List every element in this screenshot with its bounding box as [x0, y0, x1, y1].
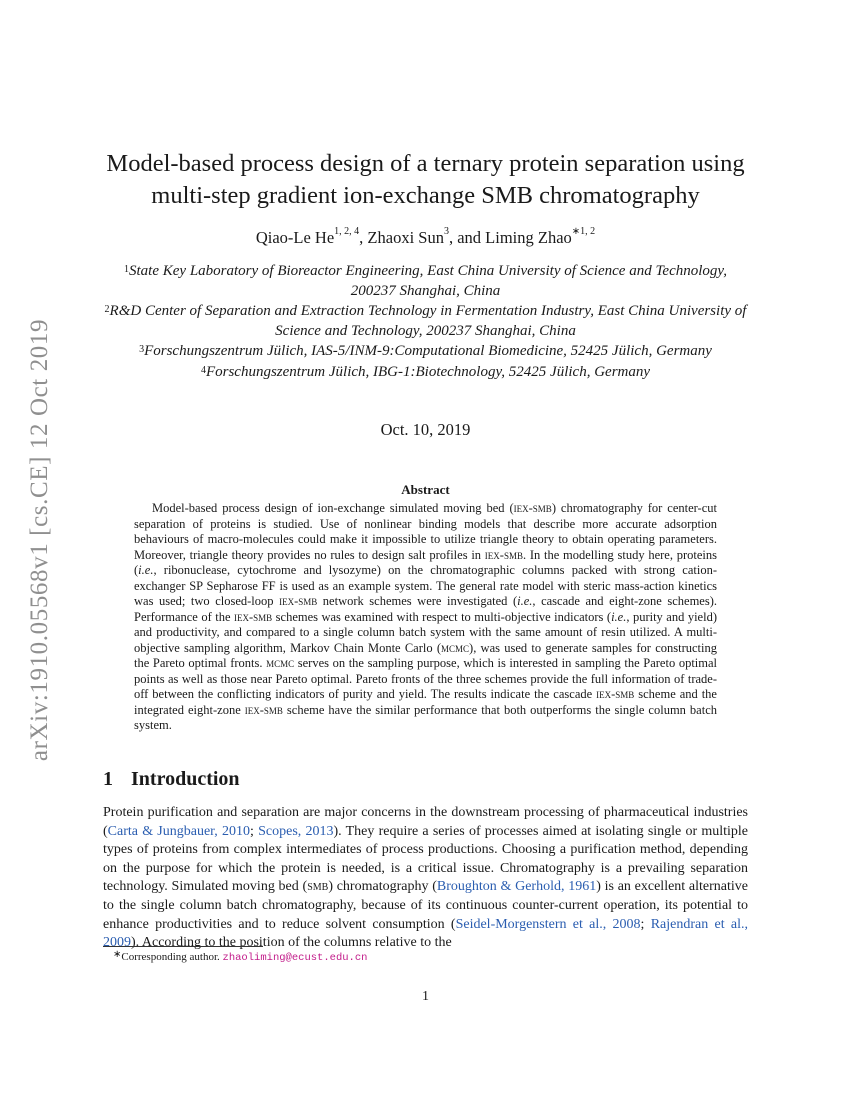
footnote-label: Corresponding author. [121, 951, 223, 963]
abstract-heading: Abstract [401, 482, 450, 497]
arxiv-id-text: arXiv:1910.05568v1 [cs.CE] 12 Oct 2019 [26, 318, 53, 762]
italic-abbrev: i.e. [611, 609, 627, 624]
author-name: Liming Zhao [485, 228, 572, 247]
acronym: smb [307, 879, 329, 895]
author-separator: , [359, 228, 368, 247]
acronym: iex-smb [596, 687, 635, 701]
intro-text: ; [250, 823, 259, 839]
paper-date: Oct. 10, 2019 [380, 420, 471, 439]
intro-text: ) chromatography ( [328, 879, 437, 895]
section-heading-introduction [103, 768, 240, 791]
affiliation-item [103, 363, 748, 383]
citation-link[interactable]: Carta & Jungbauer, 2010 [107, 823, 250, 839]
intro-text: ) is an excellent alternative to the single column batch chromatography, because of its continuous counter-current operation, its potential to enhance productivities and to reduce solvent consumption ( [103, 879, 748, 932]
affiliation-item [103, 342, 748, 362]
author-email-link[interactable]: zhaoliming@ecust.edu.cn [222, 952, 368, 964]
citation-link[interactable]: Seidel-Morgenstern et al., 2008 [455, 916, 641, 932]
italic-abbrev: i.e. [517, 594, 533, 608]
abstract-text: schemes was examined with respect to multi-objective indicators ( [272, 609, 612, 624]
introduction-paragraph [103, 804, 748, 953]
citation-link[interactable]: Rajendran et al., 2009 [103, 916, 748, 951]
author-separator: , and [448, 228, 486, 247]
author-affil-sup: ∗1, 2 [571, 226, 596, 237]
abstract-text: ), was used to generate samples for constructing the Pareto optimal fronts. [134, 640, 717, 670]
arxiv-identifier-stamp [20, 285, 60, 795]
abstract-text: scheme have the similar performance that both outperforms the single column batch system. [134, 702, 717, 732]
affiliation-number: 3 [139, 344, 145, 355]
affiliation-number: 2 [104, 304, 110, 315]
abstract-text: scheme and the integrated eight-zone [134, 687, 717, 717]
citation-link[interactable]: Broughton & Gerhold, 1961 [436, 879, 597, 895]
acronym: iex-smb [513, 501, 552, 515]
intro-text: ; [640, 916, 651, 932]
affiliation-text: R&D Center of Separation and Extraction Technology in Fermentation Industry, East China University of Science and Technology, 200237 Shanghai, China [109, 303, 747, 339]
intro-text: ). According to the position of the columns relative to the [131, 935, 452, 951]
footnote-marker: ∗ [113, 949, 122, 960]
intro-text: ). They require a series of processes aimed at isolating single or multiple types of proteins from complex intermediates of process productions. Choosing a purification method, depending on the purpose for which the protein is needed, is a critical issue. Chromatography is a prevailing separation technology. Simulated moving bed ( [103, 823, 749, 895]
author-affil-sup: 1, 2, 4 [334, 226, 360, 237]
affiliation-item [103, 262, 748, 301]
affiliation-text: Forschungszentrum Jülich, IBG-1:Biotechnology, 52425 Jülich, Germany [205, 363, 651, 380]
affiliation-item [103, 302, 748, 341]
page-number: 1 [422, 989, 429, 1004]
acronym: mcmc [441, 640, 470, 655]
abstract-text: , purity and yield) and productivity, and compared to a single column batch system with the same amount of resin utilized. A multi-objective sampling algorithm, Markov Chain Monte Carlo ( [134, 609, 717, 655]
affiliation-number: 4 [200, 364, 206, 376]
acronym: iex-smb [234, 609, 273, 624]
abstract-text: , cascade and eight-zone schemes). Performance of the [134, 594, 717, 624]
abstract-body [134, 501, 717, 734]
affiliation-text: State Key Laboratory of Bioreactor Engineering, East China University of Science and Technology, 200237 Shanghai, China [129, 263, 727, 299]
author-name: Zhaoxi Sun [367, 228, 444, 247]
section-title: Introduction [131, 768, 240, 790]
section-number: 1 [103, 768, 113, 790]
abstract-text: Model-based process design of ion-exchange simulated moving bed ( [152, 501, 514, 515]
footnote-divider [103, 946, 263, 947]
italic-abbrev: i.e. [138, 563, 154, 577]
author-affil-sup: 3 [443, 226, 449, 237]
intro-text: Protein purification and separation are major concerns in the downstream processing of pharmaceutical industries ( [103, 805, 748, 839]
footnote [113, 951, 367, 964]
abstract-text: . In the modelling study here, proteins ( [134, 547, 717, 577]
abstract-text: network schemes were investigated ( [317, 594, 518, 608]
paper-title [103, 148, 748, 212]
acronym: mcmc [266, 656, 295, 670]
citation-link[interactable]: Scopes, 2013 [258, 823, 334, 839]
author-name: Qiao-Le He [255, 228, 335, 247]
affiliation-number: 1 [124, 264, 129, 275]
abstract-text: ) chromatography for center-cut separation of proteins is studied. Use of nonlinear binding models that describe more accurate adsorption behaviours of macro-molecules could make it impossible to utilize triangle theory to obtain operating parameters. Moreover, triangle theory provides no rules to design salt profiles in [134, 501, 717, 562]
affiliation-text: Forschungszentrum Jülich, IAS-5/INM-9:Computational Biomedicine, 52425 Jülich, Germany [144, 343, 712, 359]
acronym: iex-smb [279, 594, 318, 608]
abstract-text: , ribonuclease, cytochrome and lysozyme) on the chromatographic columns packed with strong cation-exchanger SP Sepharose FF is used as an example system. The general rate model with steric mass-action kinetics was used; two closed-loop [134, 563, 717, 608]
acronym: iex-smb [484, 547, 523, 562]
title-line-2: multi-step gradient ion-exchange SMB chromatography [151, 182, 700, 209]
abstract-text: serves on the sampling purpose, which is interested in sampling the Pareto optimal points as well as those near Pareto optimal. Pareto fronts of the three schemes provide the full information of trade-off between the conflicting indicators of purity and yield. The results indicate the cascade [134, 656, 718, 701]
affiliation-list [103, 262, 748, 383]
author-list [103, 228, 748, 248]
title-line-1: Model-based process design of a ternary protein separation using [106, 150, 745, 177]
acronym: iex-smb [244, 702, 283, 717]
